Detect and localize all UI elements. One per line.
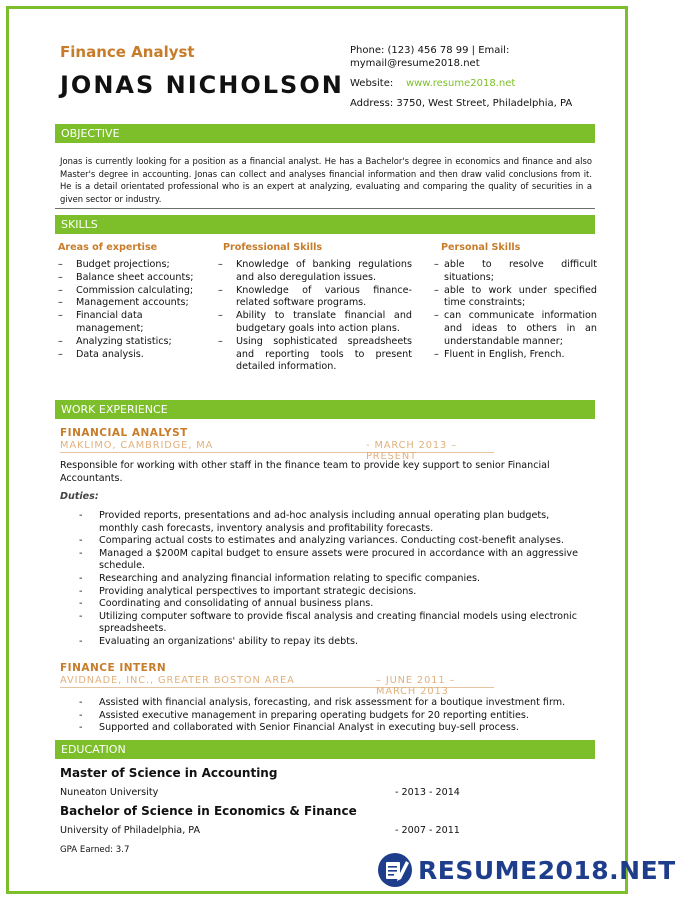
list-item: - Managed a $200M capital budget to ensure assets were procured in accordance with an aggressive schedule. <box>79 548 591 573</box>
list-item: - Coordinating and consolidating of annual business plans. <box>79 598 591 611</box>
education-gpa: GPA Earned: 3.7 <box>60 845 130 855</box>
list-item: – able to work under specified time constraints; <box>434 285 597 311</box>
skills-personal-column <box>434 242 597 361</box>
resume-page <box>6 6 676 894</box>
list-item: - Assisted with financial analysis, forecasting, and risk assessment for a boutique investment firm. <box>79 697 591 710</box>
duties-list <box>79 510 591 649</box>
watermark-text: RESUME2018.NET <box>418 855 676 885</box>
list-item: - Providing analytical perspectives to important strategic decisions. <box>79 586 591 599</box>
job-employer-row <box>60 675 494 697</box>
list-item: – Financial data management; <box>58 310 198 336</box>
list-item: – Using sophisticated spreadsheets and reporting tools to present detailed information. <box>218 336 412 374</box>
list-item: - Utilizing computer software to provide fiscal analysis and creating financial models using electronic spreadsheets. <box>79 611 591 636</box>
list-item: – able to resolve difficult situations; <box>434 259 597 285</box>
list-item: – Management accounts; <box>58 297 198 310</box>
job-dates: - MARCH 2013 – PRESENT <box>366 440 457 462</box>
objective-heading: OBJECTIVE <box>55 124 595 143</box>
objective-text: Jonas is currently looking for a position as a financial analyst. He has a Bachelor's degree in economics and finance and also Master's degree in accounting. Jonas can collect and analyses financial information and then draw valid conclusions from it. He is a detail orientated professional who is an expert at analyzing, evaluating and comparing the quality of securities in a given sector or industry. <box>60 156 592 204</box>
list-item: - Researching and analyzing financial information relating to specific companies. <box>79 573 591 586</box>
job-employer: MAKLIMO, CAMBRIDGE, MA <box>60 440 214 451</box>
list-item: – Data analysis. <box>58 349 198 362</box>
list-item: – Knowledge of various finance-related software programs. <box>218 285 412 311</box>
list-item: – Balance sheet accounts; <box>58 272 198 285</box>
skills-professional-column <box>218 242 412 374</box>
education-dates: - 2007 - 2011 <box>395 825 460 836</box>
list-item: - Assisted executive management in preparing operating budgets for 20 reporting entities. <box>79 710 591 723</box>
education-degree: Bachelor of Science in Economics & Finance <box>60 804 357 818</box>
professional-list <box>218 259 412 374</box>
areas-title: Areas of expertise <box>58 242 158 253</box>
candidate-name: JONAS NICHOLSON <box>60 71 344 99</box>
website-link[interactable]: www.resume2018.net <box>405 78 516 89</box>
duties-label: Duties: <box>60 491 99 502</box>
list-item: – can communicate information and ideas to others in an understandable manner; <box>434 310 597 348</box>
professional-title: Professional Skills <box>223 242 323 253</box>
personal-title: Personal Skills <box>441 242 521 253</box>
personal-list <box>434 259 597 361</box>
list-item: – Commission calculating; <box>58 285 198 298</box>
job-employer-row <box>60 440 494 462</box>
contact-email[interactable]: mymail@resume2018.net <box>350 58 480 69</box>
list-item: - Evaluating an organizations' ability to repay its debts. <box>79 636 591 649</box>
contact-phone-line: Phone: (123) 456 78 99 | Email: <box>350 45 510 56</box>
list-item: - Provided reports, presentations and ad-hoc analysis including annual operating plan budgets, monthly cash forecasts, inventory analysis and profitability forecasts. <box>79 510 591 535</box>
areas-list <box>58 259 198 361</box>
education-heading: EDUCATION <box>55 740 595 759</box>
list-item: – Knowledge of banking regulations and also deregulation issues. <box>218 259 412 285</box>
list-item: – Analyzing statistics; <box>58 336 198 349</box>
education-school: University of Philadelphia, PA <box>60 825 201 836</box>
contact-address: Address: 3750, West Street, Philadelphia, PA <box>350 98 573 109</box>
list-item: – Budget projections; <box>58 259 198 272</box>
skills-heading: SKILLS <box>55 215 595 234</box>
skills-areas-column <box>58 242 198 361</box>
list-item: – Ability to translate financial and budgetary goals into action plans. <box>218 310 412 336</box>
job-role: FINANCE INTERN <box>60 662 167 674</box>
job-summary: Responsible for working with other staff in the finance team to provide key support to senior Financial Accountants. <box>60 460 550 484</box>
divider <box>55 208 595 209</box>
contact-website-row <box>350 77 515 90</box>
education-school: Nuneaton University <box>60 787 159 798</box>
document-pen-icon <box>376 851 414 889</box>
watermark-logo <box>376 847 676 893</box>
job-title: Finance Analyst <box>60 43 195 61</box>
list-item: - Supported and collaborated with Senior Financial Analyst in executing buy-sell process. <box>79 722 591 735</box>
education-dates: - 2013 - 2014 <box>395 787 460 798</box>
duties-list <box>79 697 591 735</box>
website-label: Website: <box>350 78 394 89</box>
job-role: FINANCIAL ANALYST <box>60 427 188 439</box>
education-degree: Master of Science in Accounting <box>60 766 278 780</box>
list-item: – Fluent in English, French. <box>434 349 597 362</box>
job-employer: AVIDNADE, INC., GREATER BOSTON AREA <box>60 675 295 686</box>
experience-heading: WORK EXPERIENCE <box>55 400 595 419</box>
job-dates: – JUNE 2011 – MARCH 2013 <box>376 675 456 697</box>
list-item: - Comparing actual costs to estimates and analyzing variances. Conducting cost-benefit analyses. <box>79 535 591 548</box>
